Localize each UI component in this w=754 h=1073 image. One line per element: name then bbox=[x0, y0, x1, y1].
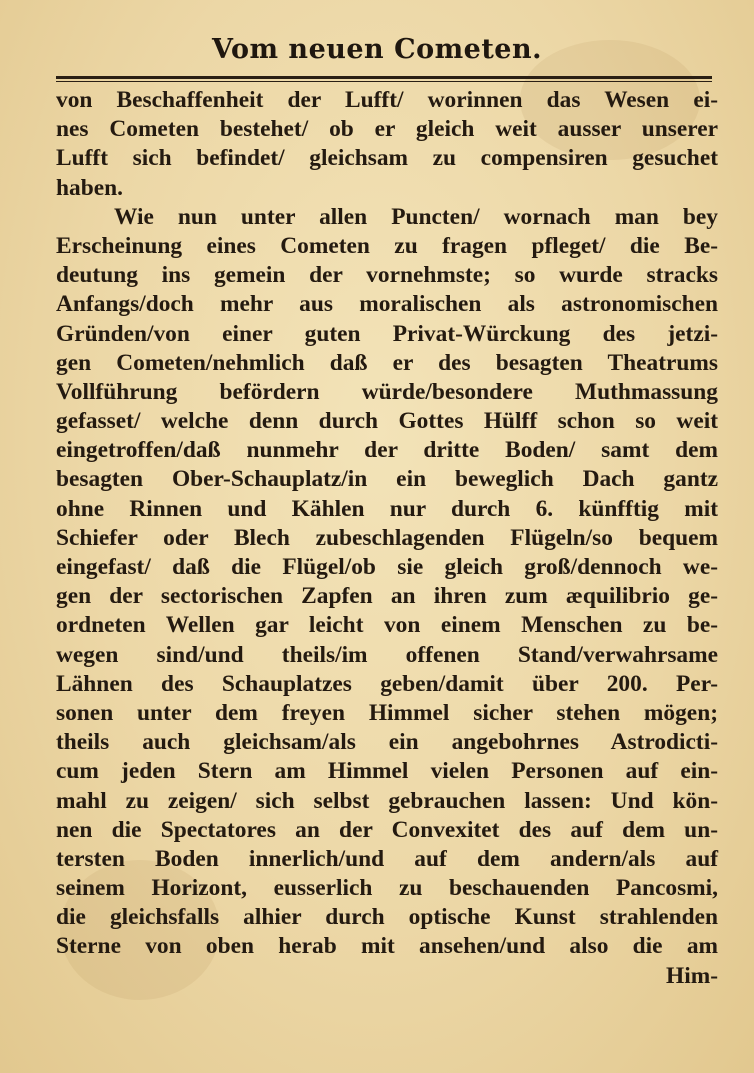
text-line: ohne Rinnen und Kählen nur durch 6. künfftig mit bbox=[56, 495, 718, 522]
text-line: eingetroffen/daß nunmehr der dritte Boden/ samt dem bbox=[56, 437, 718, 464]
text-line: die gleichsfalls alhier durch optische Kunst strahlenden bbox=[56, 904, 718, 931]
text-line: gefasset/ welche denn durch Gottes Hülff schon so weit bbox=[56, 408, 718, 435]
text-line: nes Cometen bestehet/ ob er gleich weit ausser unserer bbox=[56, 116, 718, 143]
text-line: theils auch gleichsam/als ein angebohrnes Astrodicti- bbox=[56, 729, 718, 756]
text-line: tersten Boden innerlich/und auf dem andern/als auf bbox=[56, 845, 718, 872]
text-line: Sterne von oben herab mit ansehen/und also die am bbox=[56, 933, 718, 960]
text-line: Vollführung befördern würde/besondere Muthmassung bbox=[56, 378, 718, 405]
text-line: eingefast/ daß die Flügel/ob sie gleich groß/dennoch we- bbox=[56, 554, 718, 580]
text-line: Wie nun unter allen Puncten/ wornach man bey bbox=[114, 203, 718, 230]
text-line: nen die Spectatores an der Convexitet des auf dem un- bbox=[56, 816, 718, 843]
header-rule bbox=[56, 76, 712, 82]
running-header: Vom neuen Cometen. bbox=[211, 34, 543, 65]
text-line: sonen unter dem freyen Himmel sicher stehen mögen; bbox=[56, 699, 718, 726]
body-text bbox=[56, 86, 718, 991]
text-line: cum jeden Stern am Himmel vielen Personen auf ein- bbox=[56, 758, 718, 785]
text-line: deutung ins gemein der vornehmste; so wurde stracks bbox=[56, 262, 718, 289]
text-line: Anfangs/doch mehr aus moralischen als astronomischen bbox=[56, 291, 718, 318]
text-line: seinem Horizont, eusserlich zu beschauenden Pancosmi, bbox=[56, 875, 718, 902]
text-line: Erscheinung eines Cometen zu fragen pfleget/ die Be- bbox=[56, 232, 718, 259]
catchword: Him- bbox=[666, 962, 718, 989]
text-line: Lufft sich befindet/ gleichsam zu compensiren gesuchet bbox=[56, 145, 718, 172]
text-line: gen der sectorischen Zapfen an ihren zum æquilibrio ge- bbox=[56, 583, 718, 610]
text-line: haben. bbox=[56, 174, 123, 201]
text-line: besagten Ober-Schauplatz/in ein beweglich Dach gantz bbox=[56, 466, 718, 493]
text-line: gen Cometen/nehmlich daß er des besagten Theatrums bbox=[56, 349, 718, 376]
text-line: Schiefer oder Blech zubeschlagenden Flügeln/so bequem bbox=[56, 524, 718, 551]
text-line: mahl zu zeigen/ sich selbst gebrauchen lassen: Und kön- bbox=[56, 787, 718, 814]
text-line: ordneten Wellen gar leicht von einem Menschen zu be- bbox=[56, 612, 718, 639]
text-line: wegen sind/und theils/im offenen Stand/verwahrsame bbox=[56, 641, 718, 668]
text-line: Gründen/von einer guten Privat-Würckung des jetzi- bbox=[56, 320, 718, 347]
text-line: Lähnen des Schauplatzes geben/damit über 200. Per- bbox=[56, 670, 718, 697]
text-line: von Beschaffenheit der Lufft/ worinnen das Wesen ei- bbox=[56, 87, 718, 113]
